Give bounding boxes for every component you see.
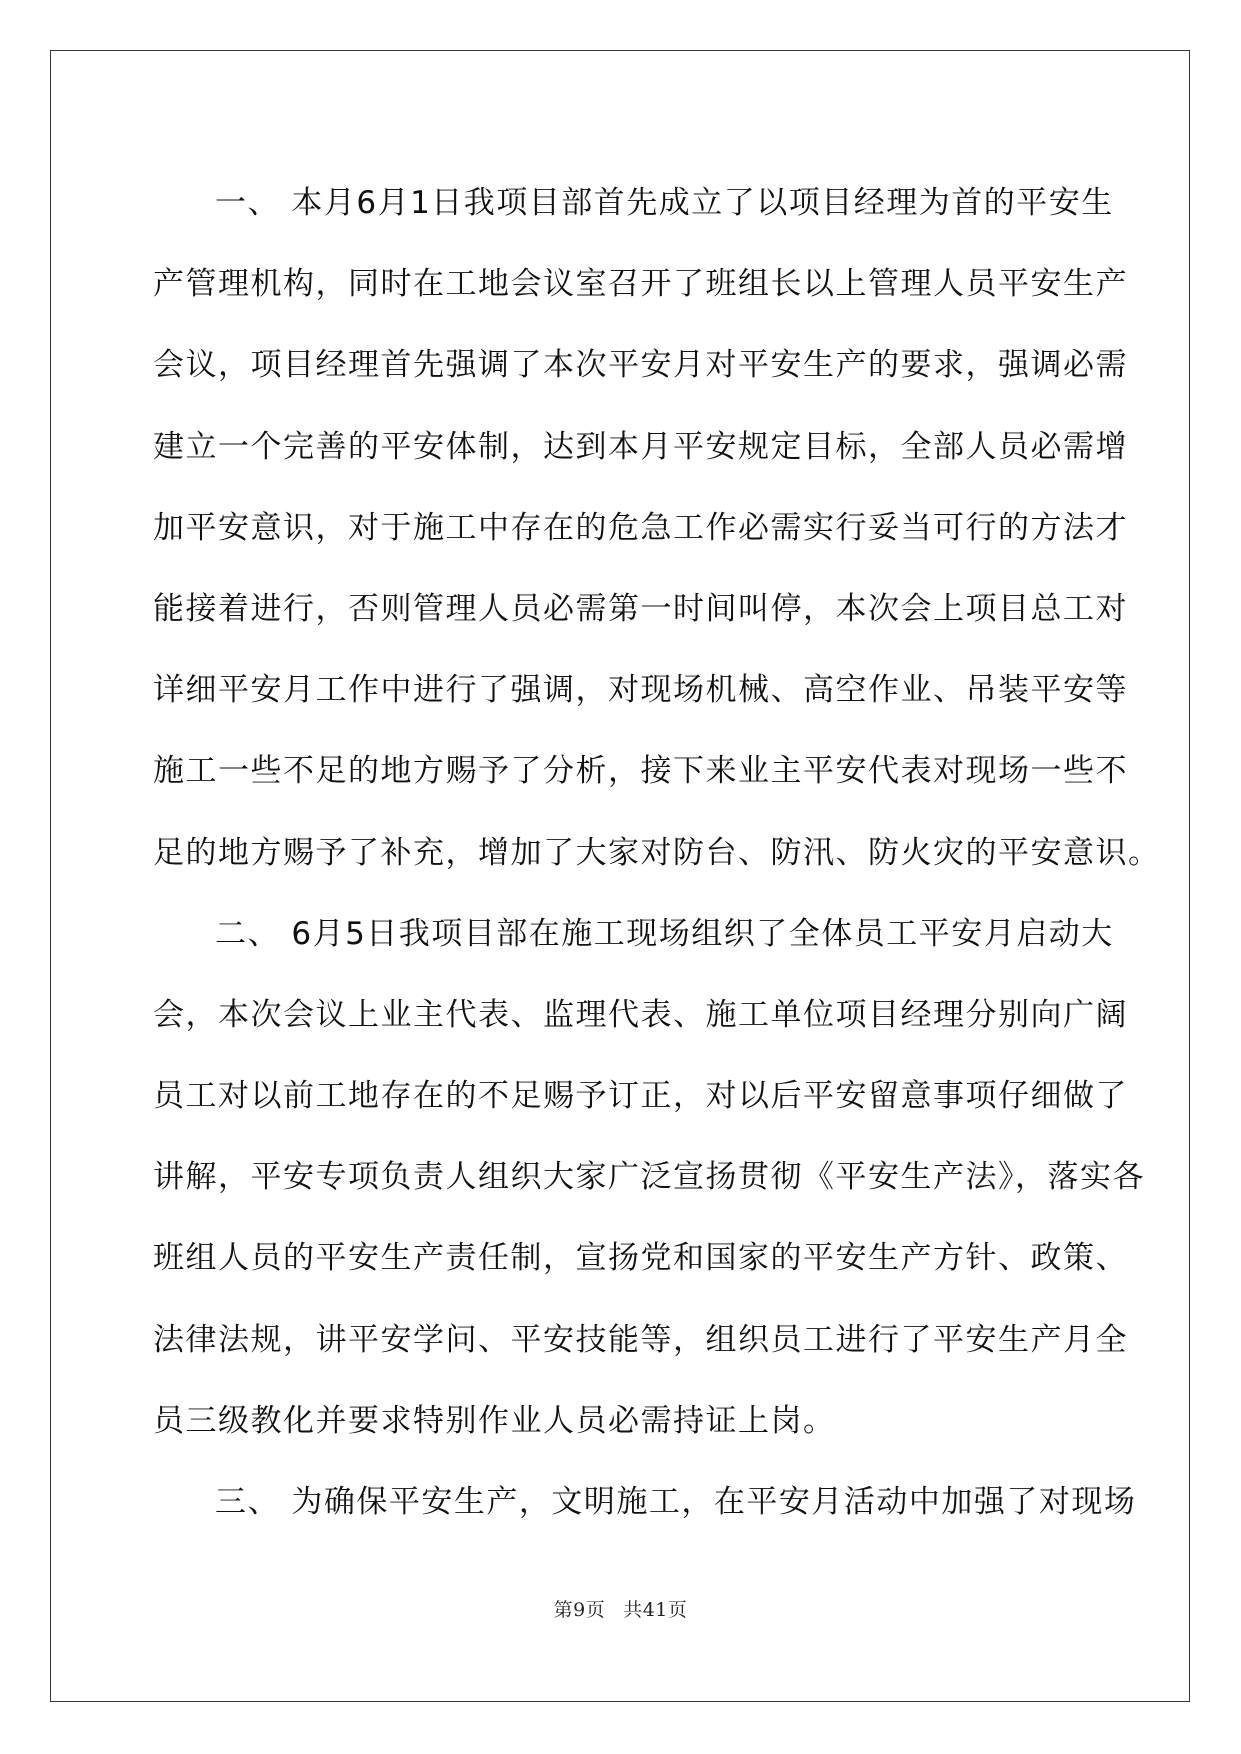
body-line: 员工对以前工地存在的不足赐予订正，对以后平安留意事项仔细做了 [153, 1078, 1128, 1115]
body-line: 施工一些不足的地方赐予了分析，接下来业主平安代表对现场一些不 [153, 753, 1128, 790]
body-line: 三、 为确保平安生产，文明施工，在平安月活动中加强了对现场 [215, 1484, 1137, 1520]
body-line: 产管理机构，同时在工地会议室召开了班组长以上管理人员平安生产 [153, 266, 1128, 303]
body-line: 建立一个完善的平安体制，达到本月平安规定目标，全部人员必需增 [153, 428, 1128, 465]
body-line: 加平安意识，对于施工中存在的危急工作必需实行妥当可行的方法才 [153, 509, 1128, 546]
page-footer [0, 1595, 1241, 1622]
body-line: 班组人员的平安生产责任制，宣扬党和国家的平安生产方针、政策、 [153, 1240, 1128, 1277]
body-line: 法律法规，讲平安学问、平安技能等，组织员工进行了平安生产月全 [153, 1321, 1128, 1358]
page-number: 第9页 [553, 1599, 606, 1621]
body-line: 会议，项目经理首先强调了本次平安月对平安生产的要求，强调必需 [153, 347, 1128, 384]
body-line: 足的地方赐予了补充，增加了大家对防台、防汛、防火灾的平安意识。 [153, 834, 1161, 871]
body-line: 员三级教化并要求特别作业人员必需持证上岗。 [153, 1402, 836, 1439]
document-body [153, 163, 1161, 1543]
body-line: 详细平安月工作中进行了强调，对现场机械、高空作业、吊装平安等 [153, 672, 1128, 709]
body-line: 二、 6月5日我项目部在施工现场组织了全体员工平安月启动大 [215, 915, 1114, 952]
body-line: 会，本次会议上业主代表、监理代表、施工单位项目经理分别向广阔 [153, 996, 1128, 1033]
total-pages: 共41页 [623, 1599, 688, 1621]
body-line: 能接着进行，否则管理人员必需第一时间叫停，本次会上项目总工对 [153, 590, 1128, 627]
body-line: 讲解，平安专项负责人组织大家广泛宣扬贯彻《平安生产法》，落实各 [153, 1159, 1145, 1196]
body-line: 一、 本月6月1日我项目部首先成立了以项目经理为首的平安生 [215, 185, 1114, 221]
